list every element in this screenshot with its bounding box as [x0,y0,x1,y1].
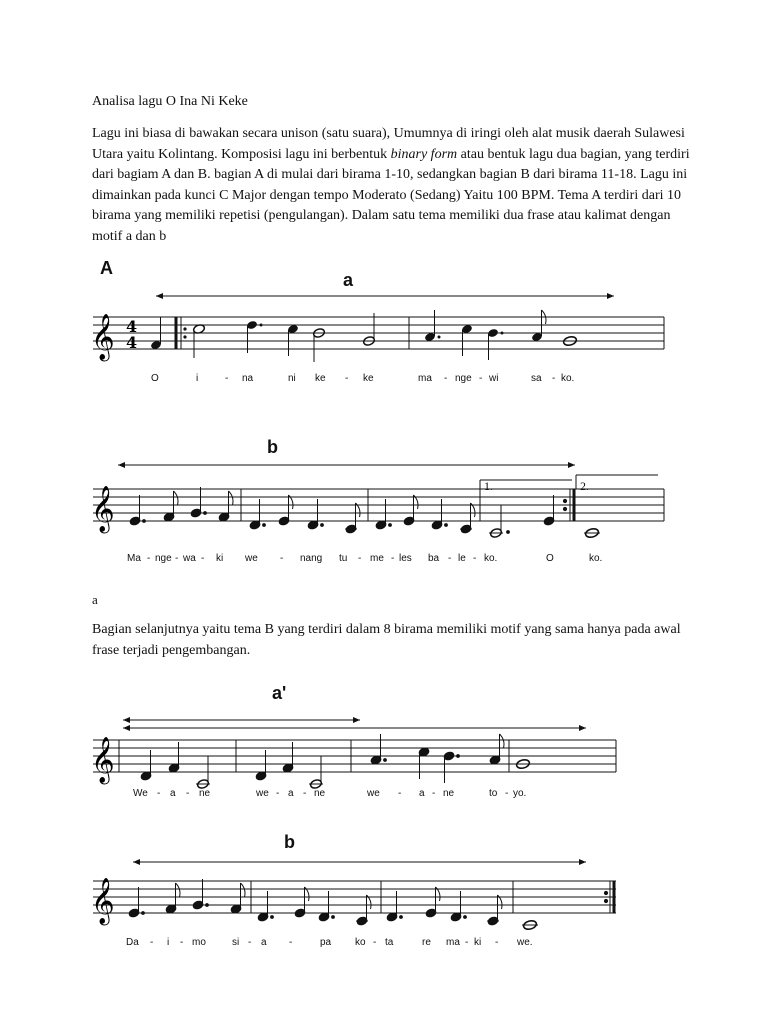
lyric: ta [385,937,394,948]
lyric: - [358,553,362,564]
staff-3-lyrics [133,788,526,799]
lyric: wi [489,373,499,384]
lyric: to [489,788,498,799]
staff-lines [93,317,664,349]
lyric: me [370,553,384,564]
staff-4-score [0,852,768,952]
eighth-note-a [531,310,546,342]
lyric: ni [288,373,296,384]
phrase-arrow-right-head [353,717,360,723]
lyric: ne [314,788,326,799]
phrase-arrow-left-head [133,859,140,865]
lyric: - [373,937,377,948]
lyric: na [242,373,254,384]
lyric: ko. [561,373,575,384]
lyric: nang [300,553,323,564]
dotted-quarter-d [246,320,262,353]
volta-bracket-1 [480,479,572,493]
lyric: yo. [513,788,527,799]
dotted-quarter-a [424,310,440,342]
lyric: - [444,373,448,384]
staff-2-lyrics [127,553,602,564]
eighth-note-c2 [461,324,473,356]
lyric: nge [455,373,472,384]
lyric: - [391,553,395,564]
staff-4-lyrics [126,937,533,948]
lyric: - [448,553,452,564]
treble-clef-icon: 𝄞 [91,737,115,783]
lyric: we [245,553,258,564]
staff-1-lyrics [151,373,574,384]
phrase-arrow-right-head [568,462,575,468]
lyric: ma [446,937,460,948]
lyric: a [170,788,176,799]
lyric: ke [363,373,374,384]
lyric: - [303,788,307,799]
lyric: - [473,553,477,564]
lyric: ke [315,373,326,384]
stray-letter: a [92,592,98,607]
lyric: mo [192,937,206,948]
lyric: O [546,553,554,564]
lyric: nge [155,553,172,564]
phrase-arrow-right-head [607,293,614,299]
lyric: - [345,373,349,384]
lyric: pa [320,937,332,948]
lyric: - [276,788,280,799]
lyric: Ma [127,553,141,564]
lyric: i [167,937,170,948]
phrase-arrow-left-head [123,717,130,723]
lyric: a [419,788,425,799]
phrase-arrow-left-head [156,293,163,299]
lyric: - [280,553,284,564]
motif-a-label: a [343,270,354,290]
lyric: le [458,553,466,564]
eighth-note-c [287,324,299,356]
lyric: - [289,937,293,948]
lyric: we [256,788,269,799]
lyric: ko. [589,553,603,564]
motif-b-label: b [267,437,278,457]
volta-2-label: 2. [580,479,589,493]
section-a-label: A [100,258,113,278]
treble-clef-icon: 𝄞 [91,314,115,360]
volta-1-label: 1. [484,479,493,493]
lyric: - [248,937,252,948]
lyric: re [422,937,431,948]
lyric: wa [183,553,196,564]
lyric: a [261,937,267,948]
pickup-note [150,317,162,350]
staff-2-score [0,455,768,570]
lyric: We [133,788,148,799]
lyric: - [147,553,151,564]
lyric: Da [126,937,139,948]
lyric: ki [474,937,482,948]
staff-3-score [0,712,768,807]
treble-clef-icon: 𝄞 [91,486,115,532]
lyric: - [186,788,190,799]
motif-a-prime-label: a' [272,683,287,703]
lyric: ki [216,553,224,564]
lyric: - [465,937,469,948]
lyric: ne [443,788,455,799]
lyric: ma [418,373,432,384]
lyric: we [367,788,380,799]
lyric: - [201,553,205,564]
lyric: i [196,373,199,384]
lyric: - [398,788,402,799]
staff-1-score [0,290,768,390]
phrase-arrow-left-head [123,725,130,731]
motif-b2-label: b [284,832,295,852]
lyric: - [180,937,184,948]
time-signature-top: 4 [126,317,138,336]
lyric: - [495,937,499,948]
lyric: sa [531,373,542,384]
lyric: - [505,788,509,799]
volta-bracket-2 [576,475,658,493]
lyric: tu [339,553,348,564]
time-signature-bottom: 4 [126,333,138,352]
section-b-paragraph: Bagian selanjutnya yaitu tema B yang terdiri dalam 8 birama memiliki motif yang sama hanya pada awal frase terjadi pengembangan. [92,622,681,658]
phrase-arrow-right-head [579,859,586,865]
phrase-arrow-right-head [579,725,586,731]
lyric: ne [199,788,211,799]
lyric: - [479,373,483,384]
lyric: - [432,788,436,799]
document-title: Analisa lagu O Ina Ni Keke [92,94,248,109]
lyric: ko. [484,553,498,564]
lyric: les [399,553,412,564]
intro-paragraph [92,124,692,247]
staff-lines [93,489,664,521]
phrase-arrow-left-head [118,462,125,468]
intro-text-end: atau bentuk lagu dua bagian, yang terdiri dari bagiam A dan B. bagian A di mulai dari birama 1-10, sedangkan bagian B dari birama 11-18. Lagu ini dimainkan pada kunci C Major dengan tempo Moderato (Sedang) Yaitu 100 BPM. Tema A terdiri dari 10 birama yang memiliki repetisi (pengulangan). Dalam satu tema memiliki dua frase atau kalimat dengan motif a dan b [92,146,690,244]
staff-3-notes [140,734,616,789]
lyric: - [157,788,161,799]
intro-text-start: Lagu ini biasa di bawakan secara unison (satu suara), Umumnya di iringi oleh alat musik daerah Sulawesi Utara yaitu Kolintang. Komposisi lagu ini berbentuk [92,126,685,162]
lyric: a [288,788,294,799]
binary-form-term: binary form [390,146,458,162]
lyric: ba [428,553,440,564]
lyric: - [150,937,154,948]
lyric: we. [517,937,533,948]
lyric: - [175,553,179,564]
lyric: si [232,937,240,948]
lyric: O [151,373,159,384]
treble-clef-icon: 𝄞 [91,878,115,924]
lyric: - [225,373,229,384]
dotted-quarter-b [487,328,503,360]
lyric: ko [355,937,366,948]
lyric: - [552,373,556,384]
